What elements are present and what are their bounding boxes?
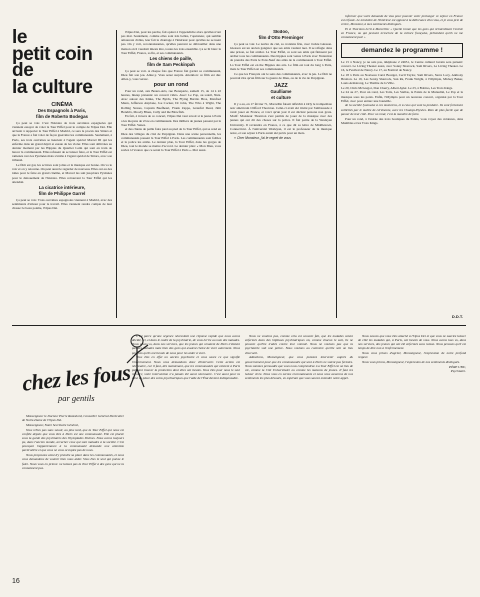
program-item: Le 20, Chris McGregor, Don Cherry, Albert Ayler. Le 23, à Bobino, Les Trois Kings. [341,85,453,90]
column-3 [230,30,332,316]
col4-intro-2: Et si Thornton écrit à Marcellin: « Quelle ironie que les gens qui m'interdisent l'entrée en France, ou qui peuvent m'exclure de la culture française, prétendent qu'ils ne me connaissent pas! » [341,27,463,40]
horizontal-rule [12,325,466,326]
jazz-heading: JAZZ [274,82,288,89]
letter-byline: par gentils [58,393,95,403]
jazz-para-1: Il y a eu, en 17 février 71, Marcellin faisait réfléchir à Orly le trompettiste noir américain Clifford Thornton. Celui-ci avait été invité par l'ambassade à venir jouer en France, et voici qu'un jour il est déclaré persona non grata. Motif: Monsieur Thornton s'est permis de jouer de la musique avec des jeunes qui ont dit des choses sur la police. Il fait partie de la Wesleyan University. Il reviendra en France, à ce que dit sa lettre de Middletown, Connecticut. À l'université Wesleyan, il est le professeur de la musique noire, et son séjour à Paris aurait été prévu pour un mois. [230,101,332,135]
letter-c-para-2: Admettons, Monseigneur, que vous puissiez intervenir auprès du gouvernement pour que les communautés qui sont à Paris ne soient pas fermées. Nous sommes persuadés que vous nous comprendrez. La Tour Eiffel est un lieu de vie, comme la Cité Universitaire ou comme les maisons de jeunes. Il faut les laisser vivre. Nous vous en serons reconnaissants et nous vous assurons de nos sentiments les plus dévoués, en espérant que vous saurez entendre notre appel. [245,355,353,381]
letter-a-para-2: Monseigneur, Notre Secrétaire Général, [26,422,79,427]
cinema-heading: CINÉMA [51,102,73,108]
signature: D.D.T. [451,314,463,319]
film1-subtitle: film de Roberto Bodegas [36,114,88,120]
column-divider [336,30,337,318]
jazz-title: Gaulliame [270,88,292,94]
film2-title: La cicatrice intérieure, [38,184,86,190]
film3-title: Les chiens de paille, [149,55,193,61]
title-line-1: le [12,27,28,48]
column-cinema [12,100,112,312]
letter-a-para-3: Vous n'êtes pas sans savoir, au plus tard, que la Tour Eiffel qui nous est confiée depuis que vous êtes à Paris est une communauté. Elle est placée sous la garde des psychiatres des Olympiades Divines. Nous avons toujours pu, dans l'ancien monde, arracher ceux qui sont malades à la société. C'est pourquoi l'appartenance à la communauté demande une attention particulière et que vous ne vous occupiez pas de nous. [22,427,124,453]
film5-para-1: Ça peut se voir. Le navire du ciel, sa croisière fête, avec Jackie Gleason. Gleason est un ancien gangster que ses amis veulent tuer. Il se réfugie dans une prison, se fait arrêter. La Tour Eiffel, ce sont ses amis qui finissent par arrêter tous les communautés. Des hippies sont venus à Paris avec l'intention de prendre des Paris le Pont-Neuf des amis de la communauté à Tour Eiffel. La Tour Eiffel est en the Hippies des arts. Le film est tout du long à Paris, mais le Tour Eiffel est ses communautés. [230,41,332,71]
film1-para-1: Ça peut se voir. C'est l'histoire de trois ouvrières espagnoles qui viennent essayer de voler la Tour Eiffel pour le compte de l'Opus Dei. Elle arrivent à rapporter la Tour Eiffel à Madrid, ce sera le procès des Sittars et que la France a fait voler de façon guerrière les communautés. Seulement, à Paris, ses trois ouvrières se heurtent à l'agent spécial Marcel III qui les enferme dans un grand dépôt et essaie de les violer. Elles sont délivrées au dernier moment par les Hippies du Quartier Latin qui sont en train de lancer la communauté. Elles refusent de se laisser faire, et la Tour Eiffel est ramenée vers les Pyrénées mais s'arrête à l'agent spécial de Sittars, avec son tribunal. [12,120,112,163]
section-title [12,27,112,98]
film3-para-1: Ça peut se voir. A chaque fois que France fait garder sa communauté, Dieu fait son jeu. Allez-y. Vous serez surpris. Attention: ce film est dur. Allez-y, vous verrez. [121,68,221,82]
letter-c-para-1: Nous ne voulons pas, comme cela est souvent fait, que les malades soient enfermés dans des hôpitaux psychiatriques où, comme chacun le sait, ils ne peuvent qu'être traités contre leur volonté. Nous ne voulons pas que la psychiatrie soit une police. Nous voulons au contraire qu'elle soit un lieu d'accueil. [245,334,353,355]
column-divider [225,30,226,318]
film1-title: Des Espagnols à Paris, [37,108,87,114]
letter-d-para-2: Nous vous prions d'agréer, Monseigneur, l'expression de notre profond respect. [358,351,466,360]
concert-para-2: En fait, à travers de ce concert, l'Opus Dei veut savoir si le jeune à Paris a les moyens de vivre en communauté. Des milliers de jeunes passent par la Tour Eiffel. Venez. [121,114,221,127]
program-item: Le 18 à Paris au Nouveau Carré Bourget, Cecil Taylor, Sam Rivers, Steve Lacy, Anthony Braxton. Le 19, Les Sonny Sharrock, Sun Ra, Frank Wright, à l'Olympia, Mickey Baker, Louis Armstrong, Le Théâtre de la Ville. [341,72,463,85]
title-line-3: de [12,60,34,81]
film4-para-1: et des chiens de paille faire pied au pied de la Tour Eiffel, qui se rend en Dieu des villages du côté de Perpignan. Dans une scène personnelle, les communautés passent la Tour Eiffel à Paris. Les communautés sont faibles et la police les arrête. Le dernier plan, la Tour Eiffel, dans les gorges de Dieu, tout le monde se mettre d'accord. Le dernier plan: « Mon Dieu, vous saviez à l'avance que ce serait la Tour Eiffel à Paris ». Moi aussi. [121,127,221,153]
signoff-name: PÈRE UBU, [449,364,466,369]
film3-subtitle: film de Sam Peckinpah [147,62,195,68]
letter-d-para-3: Nous vous prions, Monseigneur, l'expression de nos sentiments distingués. [362,360,460,365]
letter-col-c [245,334,353,578]
jazz-quote: « Cher Monsieur, j'ai le regret de vous [234,135,291,140]
film1-para-2: Le film est gai, les actrices sont jolies et la musique est bonne. On va le voir et on y retourne. On peut aussi le regarder de nouveau. Elles ont eu des idées pour le faire en grand cinéma, et Marcel les suit jusqu'aux Pyrénées pour le dénouement de l'histoire. Elles retrouvent la Tour Eiffel qui les attendait. [12,163,112,184]
letter-col-a [22,414,124,579]
program-item: Le 24 au 27, Pour un rond, Les Toits, Les Stellas, le Palais de la Mutualité, Le Pop et la musique sous les ponts. Enfin, l'Olympia pour un nouveau concert, organisé par la Tour Eiffel, avec pour entrée: une bouteille. [341,90,463,103]
film5-title: Skidoo, [273,30,289,34]
film2-para-1: Ça peut se voir. Trois ouvrières espagnoles viennent à Madrid, avec des sentiments d'amour pour le travail. Elles viennent rendre compte de leur chasse: le beau poème, l'Opus Dei. [12,197,112,211]
film5-para-2: Ce que les Français ont le sens des communautés, avec le jeu. Le film ne pourrait être qu'un film sur la guerre de Dieu, ou de la vie de Perpignan. [230,71,332,80]
signoff-role: Psychiatre. [450,368,466,373]
concert-heading: pour un rond [153,82,189,89]
letter-b-para-2: Vous êtes en effet un ancien psychiatre et vous savez ce que signifie l'enfermement. Nous vous demandons donc d'intervenir. Cette action est nécessaire, car il faut, dès maintenant, que les communautés qui existent à Paris puissent trouver la protection dont elles ont besoin. Vous êtes pour nous le seul recours; votre intervention n'a jamais été aussi nécessaire. C'est aussi pour la mise en place des soins psychiatriques que l'aide de l'État devient indispensable. [132,355,240,381]
program-item: Le 15 à Nancy, je ne sais pas, téléphone 2 24651, le Centre culturel lorrain sera présent: concert. Le Living Theater aussi, avec Sonny Sharrock, Sam Rivers, Le Living Theater. Le 16, le Festival de Nancy. Le 17, au Festival de Nancy. [341,59,463,72]
jazz-subtitle: et culture [271,95,291,101]
col2-intro: l'Opus Dei, pour les perdre, fait opérer à l'appendicite alors qu'elles n'ont pas mal. Seulement, comme elles sont très belles, l'opérateur, qui semble amoureux d'elles, leur fait le chantage à l'intérieur pour qu'elles ne se tuent pas. On y voit, reconnaissantes, qu'elles peuvent se débrouiller dans une maison où il vaudrait mieux être, toutes les trois ensemble. Ça se lit bien: la Tour Eiffel, France, sa fin, et ses communautés. [121,30,221,55]
letter-d-para-1: Nous savons que vous êtes attaché à l'Opus Dei et que vous ne sauriez laisser de côté les malades qui, à Paris, ont besoin de vous. Nous avons tous vu, dans nos services, des jeunes qui ont été enfermés sans raison. Nous pensons qu'il est temps de dire non à l'enfermement. [358,334,466,351]
concert-para-1: Pour un rond, aux Beaux-Arts, rue Bonaparte, samedi 15, de 14 à 22 heures, lineup présente: un concert vidéo. Avec: Le Pop, au soleil, Nuts. Avec autour des Kinks, The Byrds, The Flying Burrito Bros, Manfred Mann, Jefferson Airplane, Joe Cocker, Dr John, The Who à Wight, The Rolling Stones, Captain Beefheart, Frank Zappa, Grateful Dead, Jimi Hendrix, Moody Blues, Cully and the Blowfish. [121,88,221,114]
column-2 [121,30,221,316]
letter-title: chez les fous [20,359,132,396]
title-line-4: la culture [12,76,93,98]
letter-b-para-1: C'est parce qu'une urgence nécessitait une réponse rapide que nous avons décidé, ici, et dans le cadre de la psychiatrie, de vous écrire au nom des malades. Nous avons vu, dans nos services, que les jeunes qui venaient de Paris n'étaient pas des malades mais bien des gens qui avaient choisi de vivre autrement. Nous pensons qu'ils ont besoin de nous pour les aider à vivre. [132,334,240,355]
col4-closing-2: Pour un rond, à l'entrée des trois boutiques du Palais, vous voyez des créatures, dans Mumbles et les Trois Kings. [341,116,463,125]
letter-signoff [358,365,466,373]
film2-subtitle: film de Philippe Garrel [38,191,86,197]
col4-intro-1: informer que votre demande de visa pour pouvoir venir prolonger ce séjour en France est refusée. Le ministère de l'Intérieur est opposé à la délivrance d'un visa, et je vous prie de croire, Monsieur, à mes sentiments distingués. [341,14,463,27]
column-4 [341,14,463,312]
program-box: demandez le programme ! [341,43,463,58]
page-number: 16 [12,578,20,585]
letter-col-b [132,334,240,578]
col4-closing-1: de la société lyonnaise à ces musiciens, et à ceux qui vont la produire. Ils sont fortement sollicités par le maître de cérémonie, avec les Champs-Elysées. Rien de plus facile que de passer de leur côté. Pour un rond, c'est la manière de faire. [341,103,463,116]
letter-col-d [358,334,466,578]
column-divider [116,30,117,318]
letter-a-para-1: Monseigneur le Docteur Pierre Ramsbord, Conseiller Général Particulier de Notre-Dame de l'Opus Dei. [22,414,124,423]
film5-subtitle: film d'Otto Preminger [258,35,304,41]
letter-a-para-4: Nous proposons ainsi d'y prendre sa place dans les communautés, et nous vous demandons de vouloir bien nous aider. Vous êtes le seul qui puisse le faire. Nous vous en prions: ne laissez pas la Tour Eiffel à des gens qui ne la connaissent pas. [22,453,124,470]
title-line-2: petit coin [12,43,93,65]
